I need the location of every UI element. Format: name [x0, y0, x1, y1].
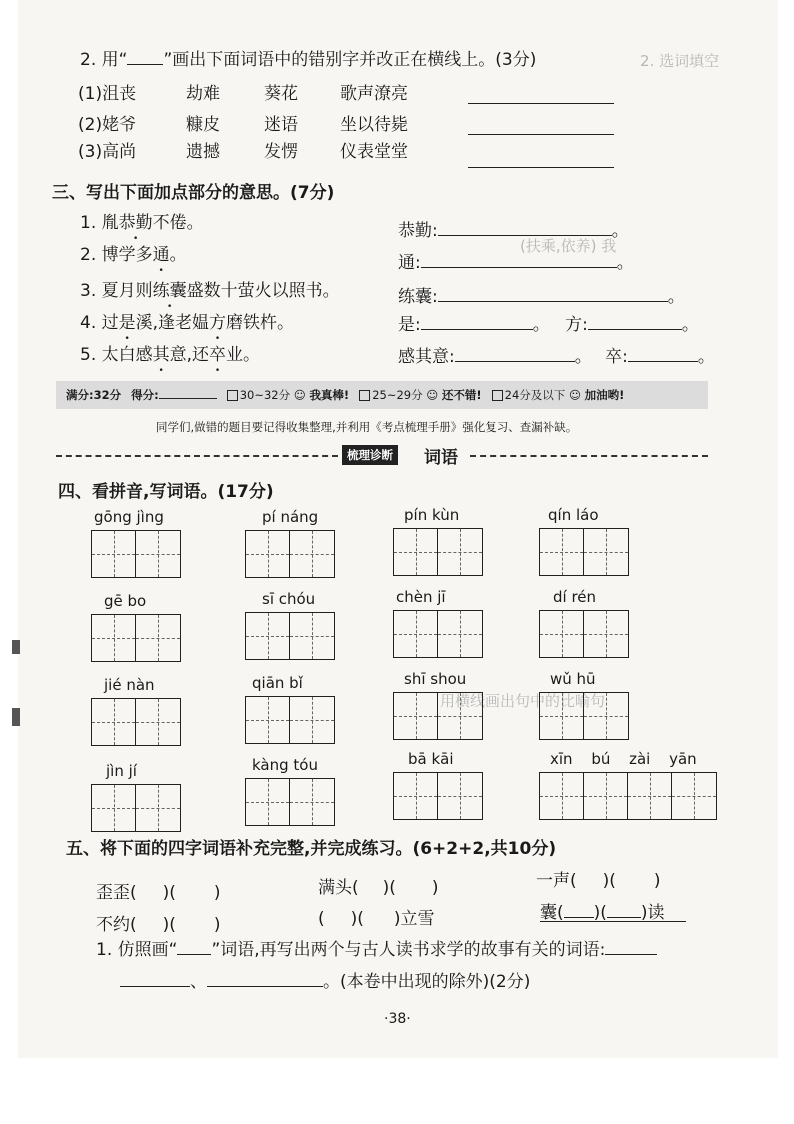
score-bar	[56, 381, 708, 409]
answer-grid[interactable]	[393, 610, 483, 658]
binding-mark	[12, 640, 20, 654]
pinyin-label: shī shou	[404, 670, 467, 688]
section-3-item-2: 2. 博学多通。	[80, 245, 187, 265]
q2-row-1-word: 劫难	[186, 84, 220, 104]
pinyin-label: xīn bú zài yān	[550, 750, 697, 768]
q2-answer-line-3[interactable]	[468, 166, 614, 168]
section-5-sub-1: 1. 仿照画“ ”词语,再写出两个与古人读书求学的故事有关的词语:	[96, 935, 657, 960]
pinyin-label: sī chóu	[262, 590, 316, 608]
q2-row-1-label: (1)沮丧	[78, 84, 137, 104]
q2-prompt: 2. 用“ ”画出下面词语中的错别字并改正在横线上。(3分)	[80, 50, 537, 70]
checkbox[interactable]	[492, 390, 503, 401]
pinyin-label: chèn jī	[396, 588, 446, 606]
pinyin-label: kàng tóu	[252, 756, 318, 774]
full-score: 满分:32分	[66, 388, 122, 402]
q2-row-1-word: 歌声潦亮	[340, 84, 408, 104]
score-label: 得分:	[131, 387, 217, 403]
idiom-underline	[540, 920, 686, 922]
score-option-1[interactable]: 30~32分 ☺ 我真棒!	[227, 387, 349, 403]
page-number: ·38·	[384, 1011, 411, 1027]
answer-label-tong: 通: 。	[398, 253, 634, 273]
answer-grid[interactable]	[539, 528, 629, 576]
idiom-blank-6[interactable]: 囊( )( )读	[540, 903, 665, 923]
q2-row-1-word: 葵花	[264, 84, 298, 104]
answer-grid[interactable]	[245, 612, 335, 660]
section-5-sub-1-answer[interactable]: 、 。(本卷中出现的除外)(2分)	[120, 967, 530, 992]
idiom-blank-4[interactable]: 不约( )( )	[96, 915, 221, 935]
idiom-blank-5[interactable]: ( )( )立雪	[318, 909, 435, 929]
pinyin-label: jié nàn	[104, 676, 155, 694]
pinyin-label: pín kùn	[404, 506, 460, 524]
answer-grid[interactable]	[245, 778, 335, 826]
section-3-title: 三、写出下面加点部分的意思。(7分)	[52, 183, 335, 203]
section-3-item-1: 1. 胤恭勤不倦。	[80, 213, 204, 233]
answer-label-gan-qi-yi-zu: 感其意: 。 卒: 。	[398, 347, 715, 367]
q2-row-2-word: 坐以待毙	[340, 115, 408, 135]
answer-grid[interactable]	[393, 772, 483, 820]
show-through-text: 2. 选词填空	[640, 52, 720, 70]
pinyin-label: wǔ hū	[550, 670, 596, 688]
answer-grid[interactable]	[245, 696, 335, 744]
score-option-2[interactable]: 25~29分 ☺ 还不错!	[359, 387, 481, 403]
answer-grid[interactable]	[393, 528, 483, 576]
section-5-title: 五、将下面的四字词语补充完整,并完成练习。(6+2+2,共10分)	[66, 839, 557, 859]
answer-grid[interactable]	[245, 530, 335, 578]
section-4-title: 四、看拼音,写词语。(17分)	[58, 482, 274, 502]
answer-grid[interactable]	[91, 784, 181, 832]
section-3-item-3: 3. 夏月则练囊盛数十萤火以照书。	[80, 281, 340, 301]
binding-mark	[12, 708, 20, 726]
answer-grid[interactable]	[393, 692, 483, 740]
pinyin-label: bā kāi	[408, 750, 454, 768]
q2-row-2-label: (2)姥爷	[78, 115, 137, 135]
answer-label-gongqin: 恭勤: 。	[398, 221, 629, 241]
show-through-text: (扶乘,依养) 我	[520, 237, 617, 255]
answer-grid[interactable]	[91, 698, 181, 746]
section-title: 词语	[424, 448, 458, 468]
section-3-item-4: 4. 过是溪,逢老媪方磨铁杵。	[80, 313, 295, 333]
idiom-blank-3[interactable]: 一声( )( )	[536, 871, 661, 891]
pinyin-label: gōng jìng	[94, 508, 164, 526]
answer-grid[interactable]	[539, 772, 717, 820]
idiom-blank-2[interactable]: 满头( )( )	[318, 878, 439, 898]
answer-label-shi-fang: 是: 。 方: 。	[398, 315, 699, 335]
section-3-item-5: 5. 太白感其意,还卒业。	[80, 345, 261, 365]
q2-row-3-word: 遗撼	[186, 142, 220, 162]
q2-row-2-word: 糠皮	[186, 115, 220, 135]
answer-grid[interactable]	[539, 610, 629, 658]
checkbox[interactable]	[227, 390, 238, 401]
pinyin-label: qiān bǐ	[252, 674, 303, 692]
score-option-3[interactable]: 24分及以下 ☺ 加油哟!	[492, 387, 625, 403]
q2-answer-line-2[interactable]	[468, 133, 614, 135]
answer-grid[interactable]	[539, 692, 629, 740]
answer-grid[interactable]	[91, 530, 181, 578]
q2-answer-line-1[interactable]	[468, 102, 614, 104]
pinyin-label: qín láo	[548, 506, 599, 524]
divider-left	[56, 455, 338, 457]
q2-row-2-word: 迷语	[264, 115, 298, 135]
q2-row-3-label: (3)高尚	[78, 142, 137, 162]
checkbox[interactable]	[359, 390, 370, 401]
pinyin-label: dí rén	[553, 588, 597, 606]
answer-grid[interactable]	[91, 614, 181, 662]
q2-row-3-word: 仪表堂堂	[340, 142, 408, 162]
answer-label-lian-nang: 练囊: 。	[398, 287, 685, 307]
pinyin-label: jìn jí	[106, 762, 137, 780]
divider-right	[470, 455, 708, 457]
pinyin-label: gē bo	[104, 592, 147, 610]
pinyin-label: pí náng	[262, 508, 319, 526]
q2-row-3-word: 发愣	[264, 142, 298, 162]
review-note: 同学们,做错的题目要记得收集整理,并利用《考点梳理手册》强化复习、查漏补缺。	[156, 420, 578, 434]
idiom-blank-1[interactable]: 歪歪( )( )	[96, 883, 221, 903]
show-through-text: 用横线画出句中的比喻句	[440, 692, 606, 710]
section-badge: 梳理诊断	[342, 445, 398, 465]
